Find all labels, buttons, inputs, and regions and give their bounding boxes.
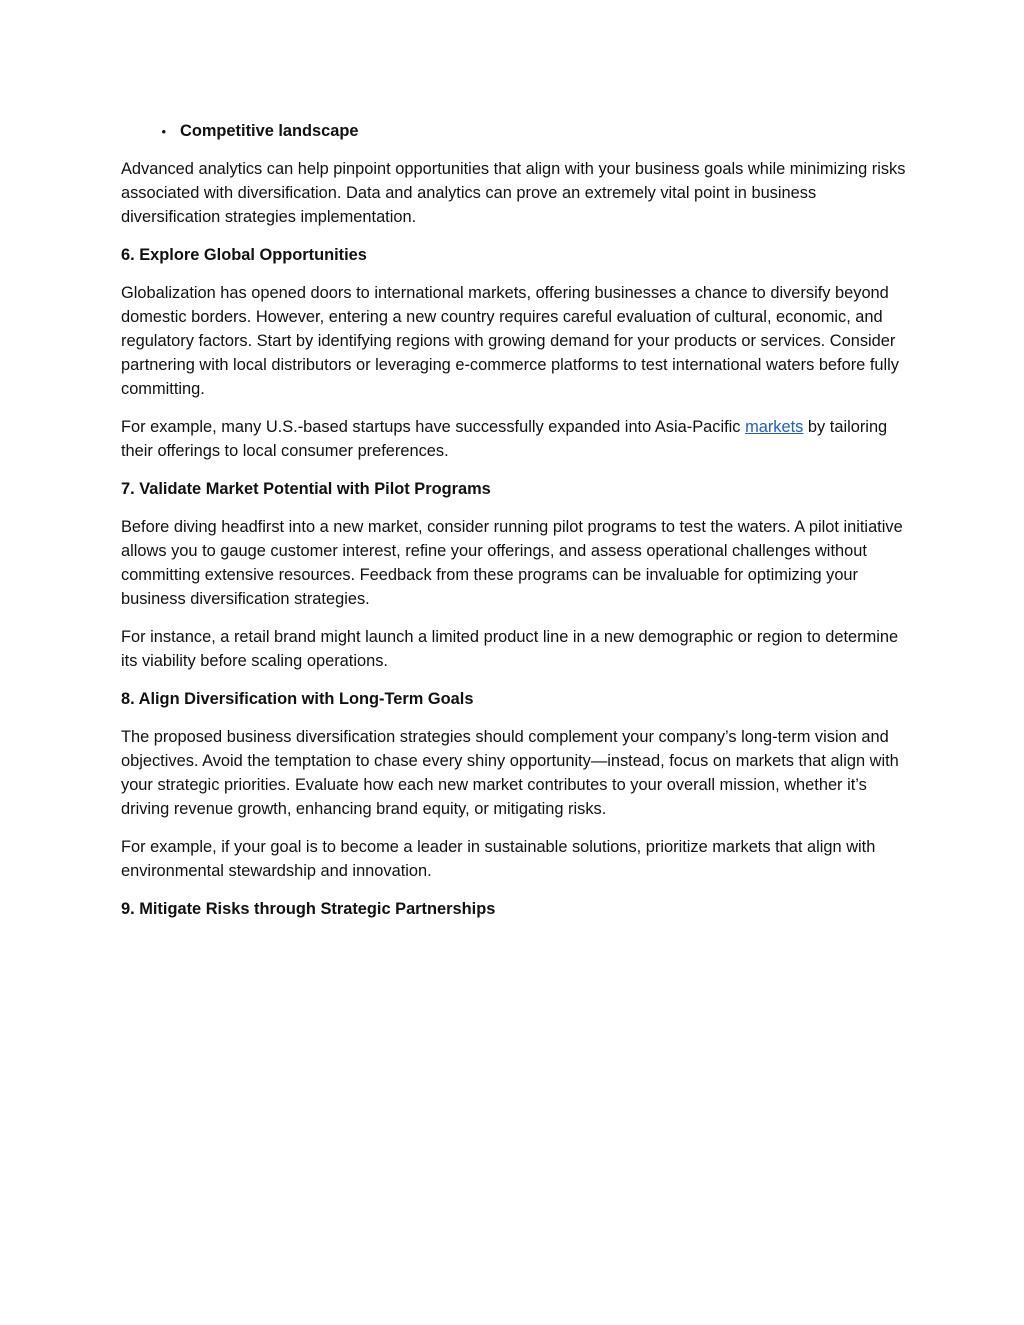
bullet-list-item [121, 119, 911, 144]
heading-mitigate-risks: 9. Mitigate Risks through Strategic Partnerships [121, 900, 496, 918]
paragraph-analytics: Advanced analytics can help pinpoint opportunities that align with your business goals while minimizing risks associated with diversification. Data and analytics can prove an extremely vital point in business diversification strategies implementation. [121, 160, 906, 226]
document-page [121, 119, 911, 935]
markets-link[interactable]: markets [745, 418, 804, 436]
heading-validate-market-potential: 7. Validate Market Potential with Pilot Programs [121, 480, 491, 498]
bullet-icon: • [161, 124, 166, 139]
paragraph-global-example-after: by tailoring their offerings to local consumer preferences. [121, 418, 888, 460]
paragraph-global-example [121, 415, 911, 463]
paragraph-globalization: Globalization has opened doors to international markets, offering businesses a chance to diversify beyond domestic borders. However, entering a new country requires careful evaluation of cultural, economic, and regulatory factors. Start by identifying regions with growing demand for your products or services. Consider partnering with local distributors or leveraging e-commerce platforms to test international waters before fully committing. [121, 284, 899, 398]
paragraph-sustainability-example: For example, if your goal is to become a leader in sustainable solutions, prioritize markets that align with environmental stewardship and innovation. [121, 838, 876, 880]
heading-explore-global-opportunities: 6. Explore Global Opportunities [121, 246, 367, 264]
paragraph-pilot-example: For instance, a retail brand might launch a limited product line in a new demographic or region to determine its viability before scaling operations. [121, 628, 899, 670]
paragraph-long-term-goals: The proposed business diversification strategies should complement your company’s long-term vision and objectives. Avoid the temptation to chase every shiny opportunity—instead, focus on markets that align with your strategic priorities. Evaluate how each new market contributes to your overall mission, whether it’s driving revenue growth, enhancing brand equity, or mitigating risks. [121, 728, 899, 818]
bullet-text: Competitive landscape [180, 122, 359, 140]
heading-align-diversification: 8. Align Diversification with Long-Term Goals [121, 690, 474, 708]
paragraph-global-example-before: For example, many U.S.-based startups have successfully expanded into Asia-Pacific [121, 418, 746, 436]
paragraph-pilot-programs: Before diving headfirst into a new market, consider running pilot programs to test the waters. A pilot initiative allows you to gauge customer interest, refine your offerings, and assess operational challenges without committing extensive resources. Feedback from these programs can be invaluable for optimizing your business diversification strategies. [121, 518, 903, 608]
